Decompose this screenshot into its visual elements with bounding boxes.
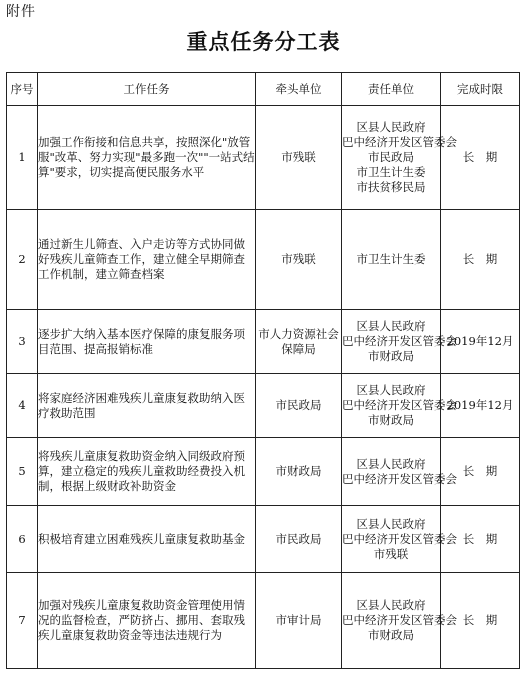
table-row [7,506,520,573]
responsible-unit: 市扶贫移民局 [356,180,426,194]
responsible-unit: 区县人民政府 [356,598,426,612]
row-number: 7 [7,573,38,669]
row-number: 3 [7,310,38,374]
responsible-unit: 巴中经济开发区管委会 [342,531,457,546]
responsible-units [342,106,457,210]
attachment-label: 附件 [6,4,36,20]
table-row [7,310,520,374]
lead-unit: 市残联 [256,210,342,310]
header-responsible-unit: 责任单位 [342,73,441,106]
responsible-unit: 区县人民政府 [356,120,426,134]
responsible-unit: 市残联 [373,546,409,561]
responsible-units [342,310,457,374]
responsible-units [342,573,457,669]
responsible-unit: 市财政局 [368,628,414,642]
row-number: 6 [7,506,38,573]
lead-unit: 市民政局 [256,374,342,438]
responsible-unit: 巴中经济开发区管委会 [342,334,457,348]
responsible-unit: 巴中经济开发区管委会 [342,135,457,149]
table-row [7,438,520,506]
responsible-units [342,210,441,310]
responsible-unit: 巴中经济开发区管委会 [342,471,457,486]
deadline: 长 期 [441,438,520,506]
header-lead-unit: 牵头单位 [256,73,342,106]
task-text: 逐步扩大纳入基本医疗保障的康复服务项目范围、提高报销标准 [38,310,256,374]
row-number: 1 [7,106,38,210]
responsible-units [342,374,457,438]
responsible-unit: 区县人民政府 [356,456,426,471]
responsible-unit: 市民政局 [368,150,414,164]
lead-unit: 市民政局 [256,506,342,573]
table-row [7,573,520,669]
header-task: 工作任务 [38,73,256,106]
responsible-unit: 区县人民政府 [356,516,426,531]
task-text: 将家庭经济困难残疾儿童康复救助纳入医疗救助范围 [38,374,256,438]
task-text: 将残疾儿童康复救助资金纳入同级政府预算，建立稳定的残疾儿童救助经费投入机制，根据上级财政补助资金 [38,438,256,506]
responsible-units [342,438,457,506]
responsible-unit: 市卫生计生委 [356,165,426,179]
table-header-row [7,73,520,106]
responsible-units [342,506,457,573]
deadline: 2019年12月 [441,310,520,374]
responsible-unit: 市卫生计生委 [356,252,426,266]
row-number: 2 [7,210,38,310]
row-number: 4 [7,374,38,438]
header-deadline: 完成时限 [441,73,520,106]
deadline: 长 期 [441,106,520,210]
responsible-unit: 市财政局 [368,413,414,427]
responsible-unit: 巴中经济开发区管委会 [342,613,457,627]
responsible-unit: 区县人民政府 [356,383,426,397]
lead-unit: 市残联 [256,106,342,210]
page-title: 重点任务分工表 [186,30,341,54]
table-row [7,106,520,210]
responsible-unit: 市财政局 [368,349,414,363]
header-no: 序号 [7,73,38,106]
row-number: 5 [7,438,38,506]
responsible-unit: 区县人民政府 [356,319,426,333]
lead-unit: 市人力资源社会保障局 [256,310,342,374]
table-row [7,210,520,310]
task-text: 加强工作衔接和信息共享，按照深化"放管服"改革、努力实现"最多跑一次""一站式结算"要求，切实提高便民服务水平 [38,106,256,210]
task-text: 积极培育建立困难残疾儿童康复救助基金 [38,506,256,573]
task-table [6,72,520,669]
deadline: 2019年12月 [441,374,520,438]
lead-unit: 市审计局 [256,573,342,669]
deadline: 长 期 [441,210,520,310]
deadline: 长 期 [441,506,520,573]
lead-unit: 市财政局 [256,438,342,506]
task-text: 加强对残疾儿童康复救助资金管理使用情况的监督检查，严防挤占、挪用、套取残疾儿童康复救助资金等违法违规行为 [38,573,256,669]
table-row [7,374,520,438]
responsible-unit: 巴中经济开发区管委会 [342,398,457,412]
task-text: 通过新生儿筛查、入户走访等方式协同做好残疾儿童筛查工作，建立健全早期筛查工作机制，建立筛查档案 [38,210,256,310]
deadline: 长 期 [441,573,520,669]
